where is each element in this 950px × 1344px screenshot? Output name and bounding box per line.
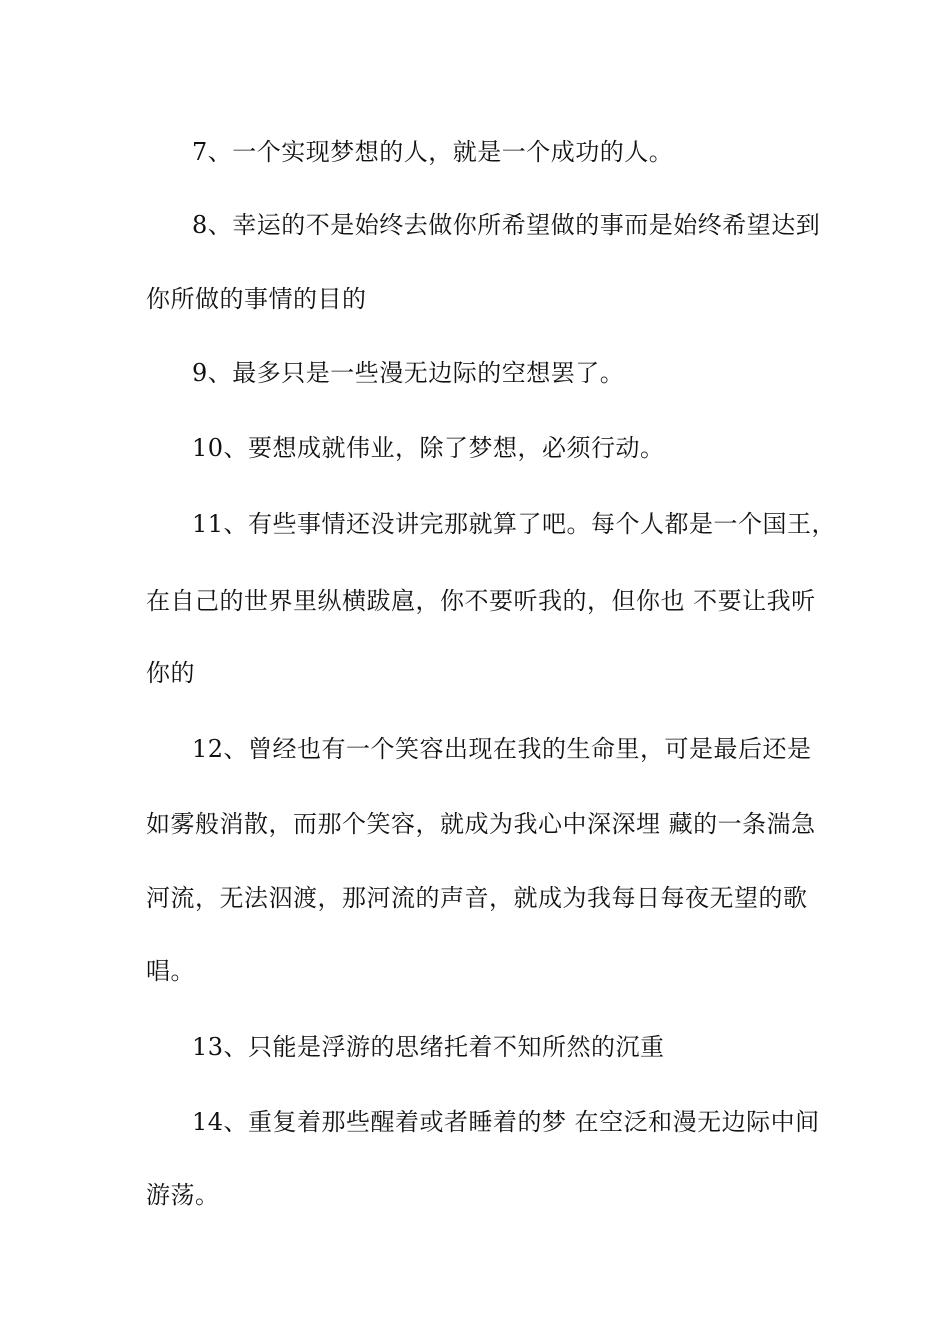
paragraph-8-line-1: 8、幸运的不是始终去做你所希望做的事而是始终希望达到 xyxy=(192,211,821,239)
paragraph-12-line-2: 如雾般消散，而那个笑容，就成为我心中深深埋 藏的一条湍急 xyxy=(146,810,816,838)
paragraph-14-line-1: 14、重复着那些醒着或者睡着的梦 在空泛和漫无边际中间 xyxy=(192,1108,820,1136)
paragraph-12-line-4: 唱。 xyxy=(146,957,195,985)
paragraph-11-line-1: 11、有些事情还没讲完那就算了吧。每个人都是一个国王， xyxy=(192,510,837,538)
paragraph-11-line-2: 在自己的世界里纵横跋扈，你不要听我的，但你也 不要让我听 xyxy=(146,587,816,615)
paragraph-10: 10、要想成就伟业，除了梦想，必须行动。 xyxy=(192,434,665,462)
paragraph-14-line-2: 游荡。 xyxy=(146,1181,220,1209)
paragraph-13: 13、只能是浮游的思绪托着不知所然的沉重 xyxy=(192,1033,665,1061)
paragraph-9: 9、最多只是一些漫无边际的空想罢了。 xyxy=(192,359,625,387)
paragraph-12-line-1: 12、曾经也有一个笑容出现在我的生命里，可是最后还是 xyxy=(192,735,812,763)
paragraph-12-line-3: 河流，无法泅渡，那河流的声音，就成为我每日每夜无望的歌 xyxy=(146,884,808,912)
paragraph-7: 7、一个实现梦想的人，就是一个成功的人。 xyxy=(192,138,674,166)
paragraph-11-line-3: 你的 xyxy=(146,659,195,687)
paragraph-8-line-2: 你所做的事情的目的 xyxy=(146,285,367,313)
